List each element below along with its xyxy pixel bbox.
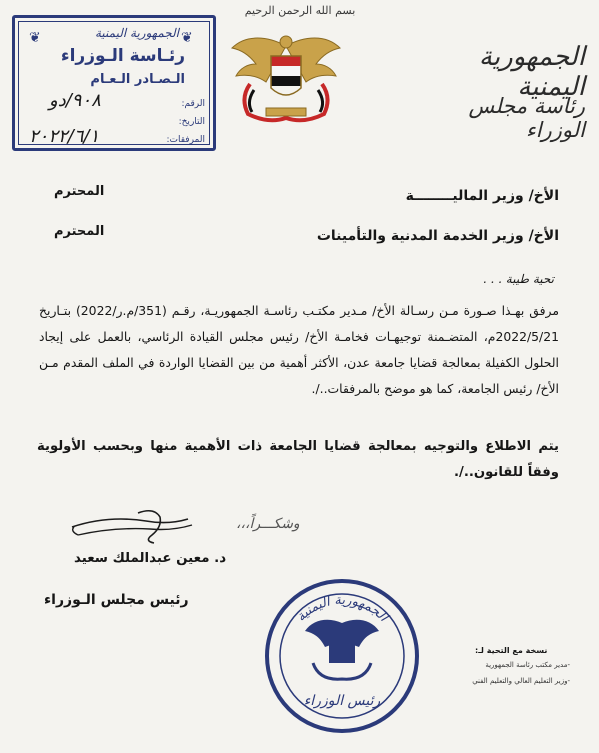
official-round-seal: [263, 577, 421, 735]
letter-body: مرفق بهـذا صـورة مـن رسـالة الأخ/ مـدير مكتـب رئاسـة الجمهوريـة، رقـم (351/م.ر/2022) بتـاريخ 2022/5/21م، المتضـمنة توجيهـات فخامـة الأخ/ رئيس مجلس القيادة الرئاسي، بالعمل على إيجاد الحلول الكفيلة بمعالجة قضايا جامعة عدن، الأكثر أهمية من بين القضايا الواردة في الملف المقدم مـن الأخ/ رئيس الجامعة، كما هو موضح بالمرفقات../.: [39, 303, 560, 396]
stamp-ref-value: ٩٠٨/دو: [49, 90, 101, 111]
letterhead-presidency: رئاسة مجلس الوزراء: [468, 94, 585, 142]
cc-item: -وزير التعليم العالي والتعليم الفني: [472, 677, 570, 685]
stamp-date-label: التاريخ:: [178, 117, 205, 127]
stamp-line-2: رئـاسة الـوزراء: [60, 46, 185, 66]
signer-name: د. معين عبدالملك سعيد: [74, 551, 227, 566]
stamp-date-value: ٢٠٢٢/٦/١: [29, 126, 100, 147]
handwritten-signature: [68, 505, 198, 550]
stamp-ornament-icon: ❦: [181, 30, 193, 46]
closing-thanks: وشكـــراً،،،: [236, 516, 300, 532]
stamp-ref-label: الرقم:: [181, 99, 205, 109]
stamp-attachments-label: المرفقات:: [166, 135, 205, 145]
stamp-line-3: الـصـادر الـعـام: [90, 72, 185, 87]
addressee-honorific: المحترم: [54, 224, 105, 239]
cc-item: -مدير مكتب رئاسة الجمهورية: [485, 661, 570, 669]
stamp-ornament-icon: ❦: [29, 30, 41, 46]
svg-text:الجمهورية اليمنية: الجمهورية اليمنية: [293, 592, 391, 625]
svg-text:رئيس الوزراء: رئيس الوزراء: [303, 693, 381, 709]
addressee-finance-minister: الأخ/ وزير الماليــــــــة: [405, 188, 559, 204]
letterhead-republic: الجمهورية اليمنية: [478, 42, 585, 102]
addressee-honorific: المحترم: [54, 184, 105, 199]
outgoing-register-stamp: [12, 15, 216, 151]
greeting: تحية طيبة . . .: [482, 272, 554, 286]
signer-title: رئيس مجلس الـوزراء: [44, 592, 189, 608]
addressee-civil-service-minister: الأخ/ وزير الخدمة المدنية والتأمينات: [316, 228, 559, 244]
letter-directive: يتم الاطلاع والتوجيه بمعالجة قضايا الجامعة ذات الأهمية منها وبحسب الأولوية وفقاً للقانون../.: [37, 439, 559, 480]
eagle-emblem-icon: [228, 28, 344, 128]
stamp-line-1: الجمهورية اليمنية: [94, 26, 179, 40]
cc-title: نسخة مع التحية لـ:: [475, 646, 548, 655]
basmala: بسم الله الرحمن الرحيم: [244, 4, 356, 17]
